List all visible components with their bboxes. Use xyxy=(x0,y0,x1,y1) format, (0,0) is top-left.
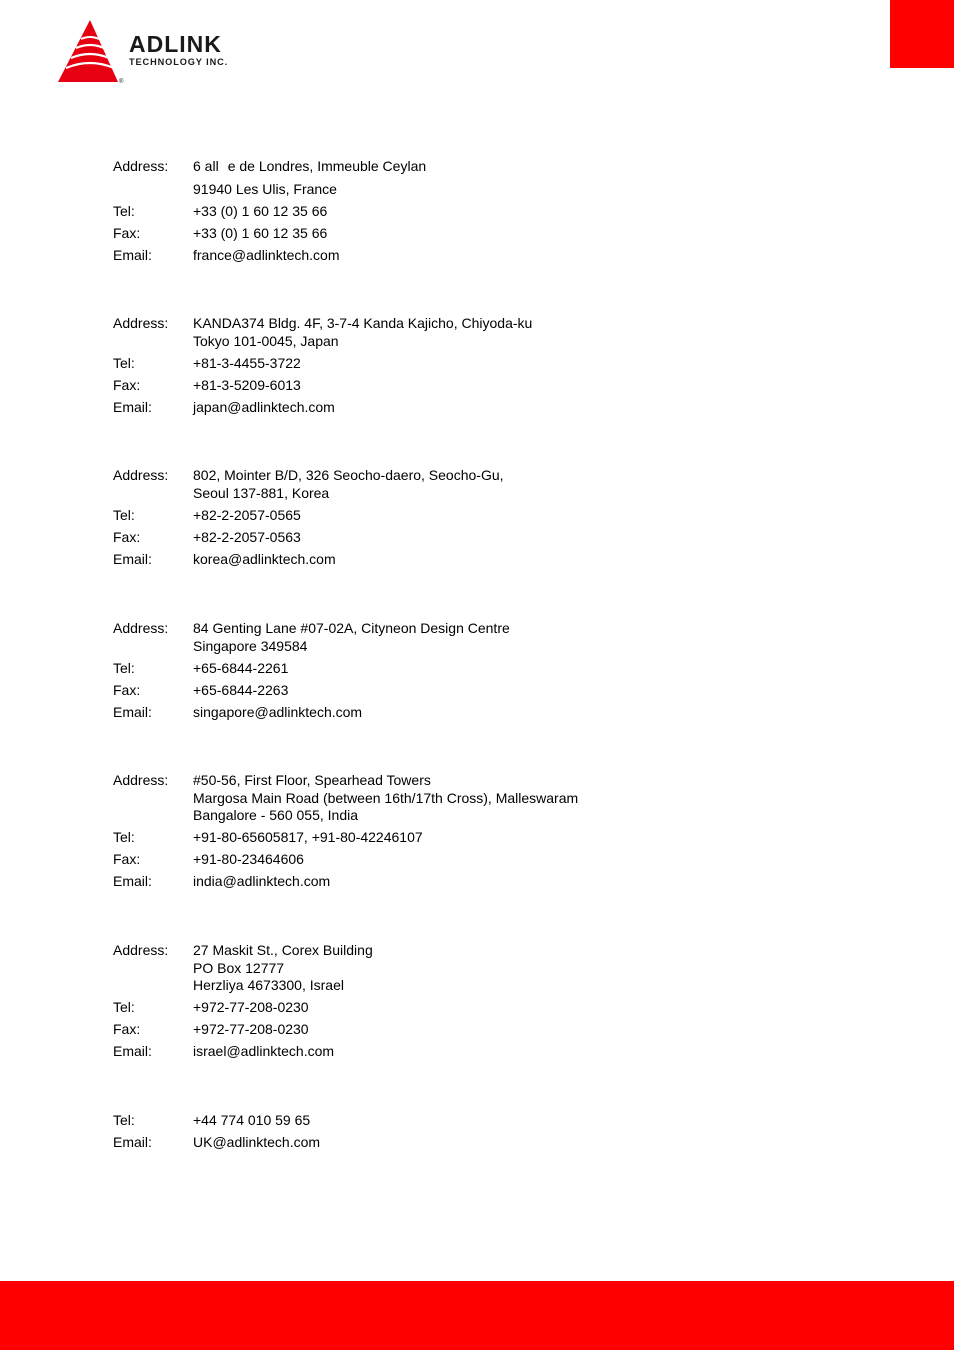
tel-value: +65-6844-2261 xyxy=(193,659,289,676)
fax-label: Fax: xyxy=(113,528,141,545)
address-row xyxy=(113,315,713,350)
tel-row xyxy=(113,355,713,373)
tel-value: +33 (0) 1 60 12 35 66 xyxy=(193,202,328,219)
email-row xyxy=(113,704,713,722)
address-line: 802, Mointer B/D, 326 Seocho-daero, Seocho-Gu, xyxy=(193,467,504,483)
fax-label: Fax: xyxy=(113,1021,141,1037)
email-link[interactable]: singapore@adlinktech.com xyxy=(193,703,363,720)
address-label: Address: xyxy=(113,620,169,636)
tel-value: +82-2-2057-0565 xyxy=(193,506,301,523)
address-line: 27 Maskit St., Corex Building xyxy=(193,942,373,958)
tel-value: +44 774 010 59 65 xyxy=(193,1112,311,1128)
brand-subtitle: TECHNOLOGY INC. xyxy=(129,57,229,67)
address-line: Seoul 137-881, Korea xyxy=(193,484,330,501)
office-uk xyxy=(113,1112,713,1156)
address-line: PO Box 12777 xyxy=(193,959,285,976)
address-line: Tokyo 101-0045, Japan xyxy=(193,332,339,349)
address-line: 84 Genting Lane #07-02A, Cityneon Design Centre xyxy=(193,620,510,636)
address-line: KANDA374 Bldg. 4F, 3-7-4 Kanda Kajicho, Chiyoda-ku xyxy=(193,315,533,331)
email-label: Email: xyxy=(113,246,152,263)
address-label: Address: xyxy=(113,942,169,958)
email-label: Email: xyxy=(113,550,152,567)
email-label: Email: xyxy=(113,873,152,889)
address-line: 91940 Les Ulis, France xyxy=(193,180,337,197)
address-row xyxy=(113,942,713,995)
fax-label: Fax: xyxy=(113,851,141,867)
email-label: Email: xyxy=(113,703,152,720)
fax-value: +65-6844-2263 xyxy=(193,681,289,698)
registered-mark: ® xyxy=(119,79,124,85)
address-row xyxy=(113,467,713,502)
fax-value: +91-80-23464606 xyxy=(193,851,304,867)
header-red-tab xyxy=(890,0,954,68)
email-row xyxy=(113,551,713,569)
address-part: 6 all xyxy=(193,158,219,174)
address-line: Herzliya 4673300, Israel xyxy=(193,977,344,993)
email-row xyxy=(113,247,713,265)
email-link[interactable]: france@adlinktech.com xyxy=(193,246,340,263)
email-link[interactable]: korea@adlinktech.com xyxy=(193,550,336,567)
tel-row xyxy=(113,1112,713,1130)
office-israel xyxy=(113,942,713,1065)
email-label: Email: xyxy=(113,1134,152,1150)
office-india xyxy=(113,772,713,895)
address-value xyxy=(193,942,713,995)
fax-row xyxy=(113,377,713,395)
tel-label: Tel: xyxy=(113,659,135,676)
brand-name: ADLINK xyxy=(129,31,222,57)
email-label: Email: xyxy=(113,1043,152,1059)
address-label: Address: xyxy=(113,315,169,331)
fax-value: +82-2-2057-0563 xyxy=(193,528,301,545)
address-line: Singapore 349584 xyxy=(193,637,308,654)
email-row xyxy=(113,1043,713,1061)
fax-label: Fax: xyxy=(113,376,141,393)
address-value xyxy=(193,158,713,198)
tel-row xyxy=(113,507,713,525)
tel-row xyxy=(113,999,713,1017)
address-value xyxy=(193,315,713,350)
address-value xyxy=(193,772,713,825)
fax-label: Fax: xyxy=(113,681,141,698)
office-japan xyxy=(113,315,713,421)
address-line: Margosa Main Road (between 16th/17th Cross), Malleswaram xyxy=(193,789,579,806)
email-row xyxy=(113,399,713,417)
address-row xyxy=(113,620,713,655)
fax-row xyxy=(113,851,713,869)
fax-value: +972-77-208-0230 xyxy=(193,1021,309,1037)
address-value xyxy=(193,620,713,655)
adlink-triangle-icon xyxy=(56,18,271,86)
address-line: Bangalore - 560 055, India xyxy=(193,807,359,823)
tel-value: +81-3-4455-3722 xyxy=(193,354,301,371)
email-row xyxy=(113,1134,713,1152)
tel-label: Tel: xyxy=(113,829,135,845)
address-row xyxy=(113,158,713,198)
fax-row xyxy=(113,1021,713,1039)
address-label: Address: xyxy=(113,467,169,483)
footer-red-band xyxy=(0,1281,954,1350)
tel-label: Tel: xyxy=(113,999,135,1015)
tel-value: +91-80-65605817, +91-80-42246107 xyxy=(193,829,423,845)
tel-row xyxy=(113,829,713,847)
email-label: Email: xyxy=(113,398,152,415)
fax-row xyxy=(113,529,713,547)
adlink-logo xyxy=(56,18,271,86)
office-korea xyxy=(113,467,713,573)
office-singapore xyxy=(113,620,713,726)
address-part: e de Londres, Immeuble Ceylan xyxy=(227,158,427,174)
email-row xyxy=(113,873,713,891)
address-line xyxy=(193,158,713,176)
email-link[interactable]: japan@adlinktech.com xyxy=(193,398,335,415)
address-line: #50-56, First Floor, Spearhead Towers xyxy=(193,772,431,788)
tel-label: Tel: xyxy=(113,202,135,219)
address-label: Address: xyxy=(113,772,169,788)
tel-row xyxy=(113,660,713,678)
tel-label: Tel: xyxy=(113,1112,135,1128)
fax-label: Fax: xyxy=(113,224,141,241)
tel-value: +972-77-208-0230 xyxy=(193,999,309,1015)
fax-value: +33 (0) 1 60 12 35 66 xyxy=(193,224,328,241)
tel-label: Tel: xyxy=(113,354,135,371)
fax-row xyxy=(113,682,713,700)
email-link[interactable]: UK@adlinktech.com xyxy=(193,1134,321,1150)
office-france xyxy=(113,158,713,269)
tel-row xyxy=(113,203,713,221)
tel-label: Tel: xyxy=(113,506,135,523)
address-label: Address: xyxy=(113,158,169,174)
email-link[interactable]: india@adlinktech.com xyxy=(193,873,331,889)
fax-value: +81-3-5209-6013 xyxy=(193,376,301,393)
email-link[interactable]: israel@adlinktech.com xyxy=(193,1043,335,1059)
address-value xyxy=(193,467,713,502)
address-row xyxy=(113,772,713,825)
fax-row xyxy=(113,225,713,243)
